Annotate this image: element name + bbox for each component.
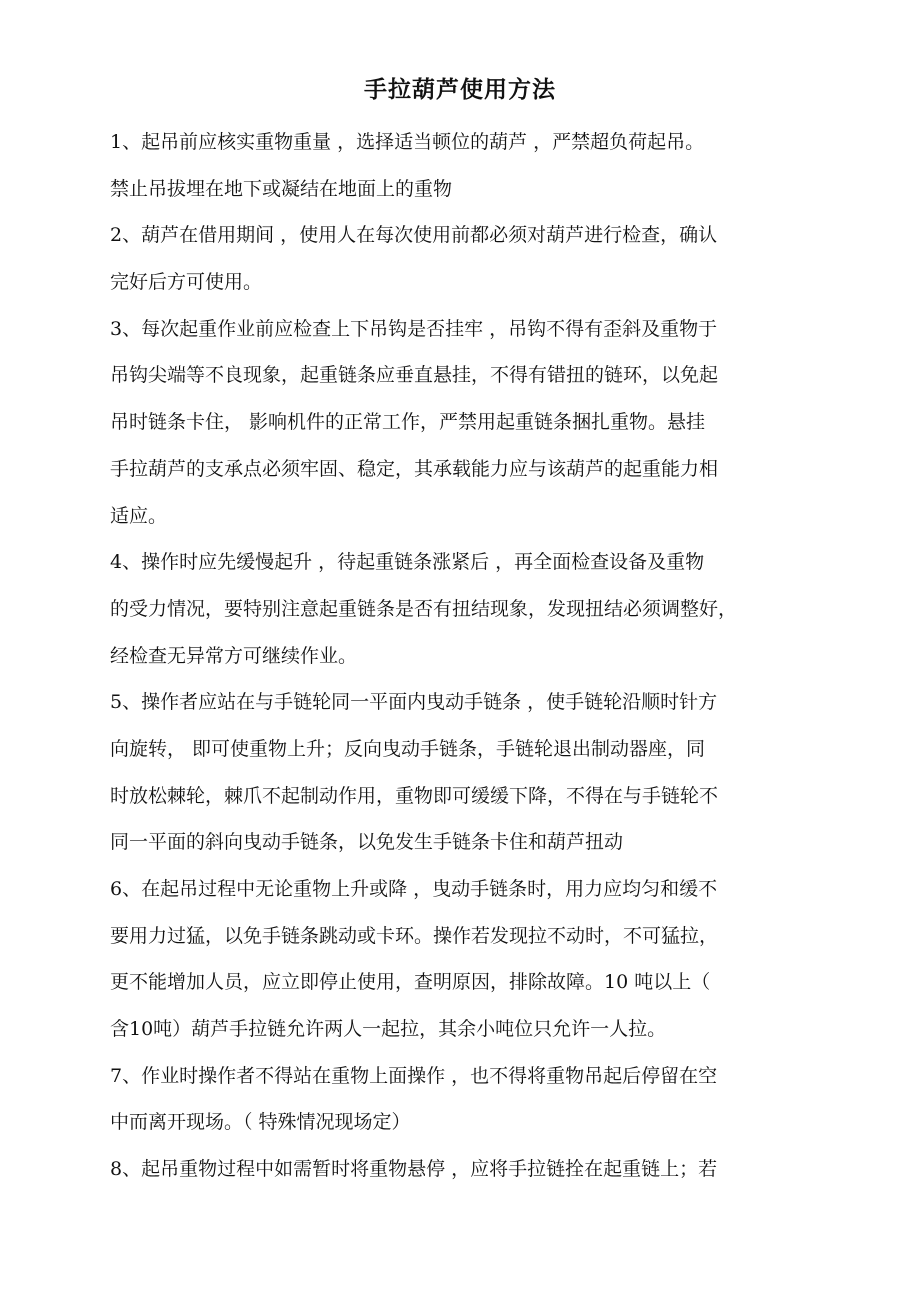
text-line: 5、操作者应站在与手链轮同一平面内曳动手链条 ，使手链轮沿顺时针方 <box>110 691 718 714</box>
text-line: 禁止吊拔埋在地下或凝结在地面上的重物 <box>110 177 453 200</box>
text-line: 更不能增加人员，应立即停止使用，查明原因，排除故障。10 吨以上（ <box>110 971 711 994</box>
text-line: 要用力过猛，以免手链条跳动或卡环。操作若发现拉不动时，不可猛拉， <box>110 924 719 947</box>
text-line: 手拉葫芦的支承点必须牢固、稳定，其承载能力应与该葫芦的起重能力相 <box>110 457 719 480</box>
text-line: 8、起吊重物过程中如需暂时将重物悬停 ，应将手拉链拴在起重链上；若 <box>110 1158 718 1181</box>
text-line: 经检查无异常方可继续作业。 <box>110 644 358 667</box>
text-line: 适应。 <box>110 504 168 527</box>
text-line: 时放松棘轮，棘爪不起制动作用，重物即可缓缓下降，不得在与手链轮不 <box>110 784 719 807</box>
text-line: 完好后方可使用。 <box>110 271 263 294</box>
document-title: 手拉葫芦使用方法 <box>364 76 556 103</box>
text-line: 含10吨）葫芦手拉链允许两人一起拉，其余小吨位只允许一人拉。 <box>110 1018 667 1041</box>
text-line: 1、起吊前应核实重物重量 ，选择适当顿位的葫芦 ，严禁超负荷起吊。 <box>110 131 705 153</box>
text-line: 同一平面的斜向曳动手链条，以免发生手链条卡住和葫芦扭动 <box>110 831 624 854</box>
text-line: 6、在起吊过程中无论重物上升或降 ，曳动手链条时，用力应均匀和缓不 <box>110 878 718 900</box>
text-line: 吊时链条卡住， 影响机件的正常工作，严禁用起重链条捆扎重物。悬挂 <box>110 411 706 434</box>
text-line: 的受力情况，要特别注意起重链条是否有扭结现象，发现扭结必须调整好， <box>110 597 738 620</box>
text-line: 7、作业时操作者不得站在重物上面操作 ，也不得将重物吊起后停留在空 <box>110 1064 718 1087</box>
text-line: 2、葫芦在借用期间 ，使用人在每次使用前都必须对葫芦进行检查，确认 <box>110 224 718 247</box>
text-line: 中而离开现场。（ 特殊情况现场定） <box>110 1111 411 1134</box>
document-body <box>110 119 815 1193</box>
text-line: 3、每次起重作业前应检查上下吊钩是否挂牢 ，吊钩不得有歪斜及重物于 <box>110 317 718 340</box>
text-line: 4、操作时应先缓慢起升 ，待起重链条涨紧后 ，再全面检查设备及重物 <box>110 551 705 574</box>
text-line: 吊钩尖端等不良现象，起重链条应垂直悬挂，不得有错扭的链环，以免起 <box>110 364 719 387</box>
text-line: 向旋转， 即可使重物上升；反向曳动手链条，手链轮退出制动器座，同 <box>110 737 706 760</box>
